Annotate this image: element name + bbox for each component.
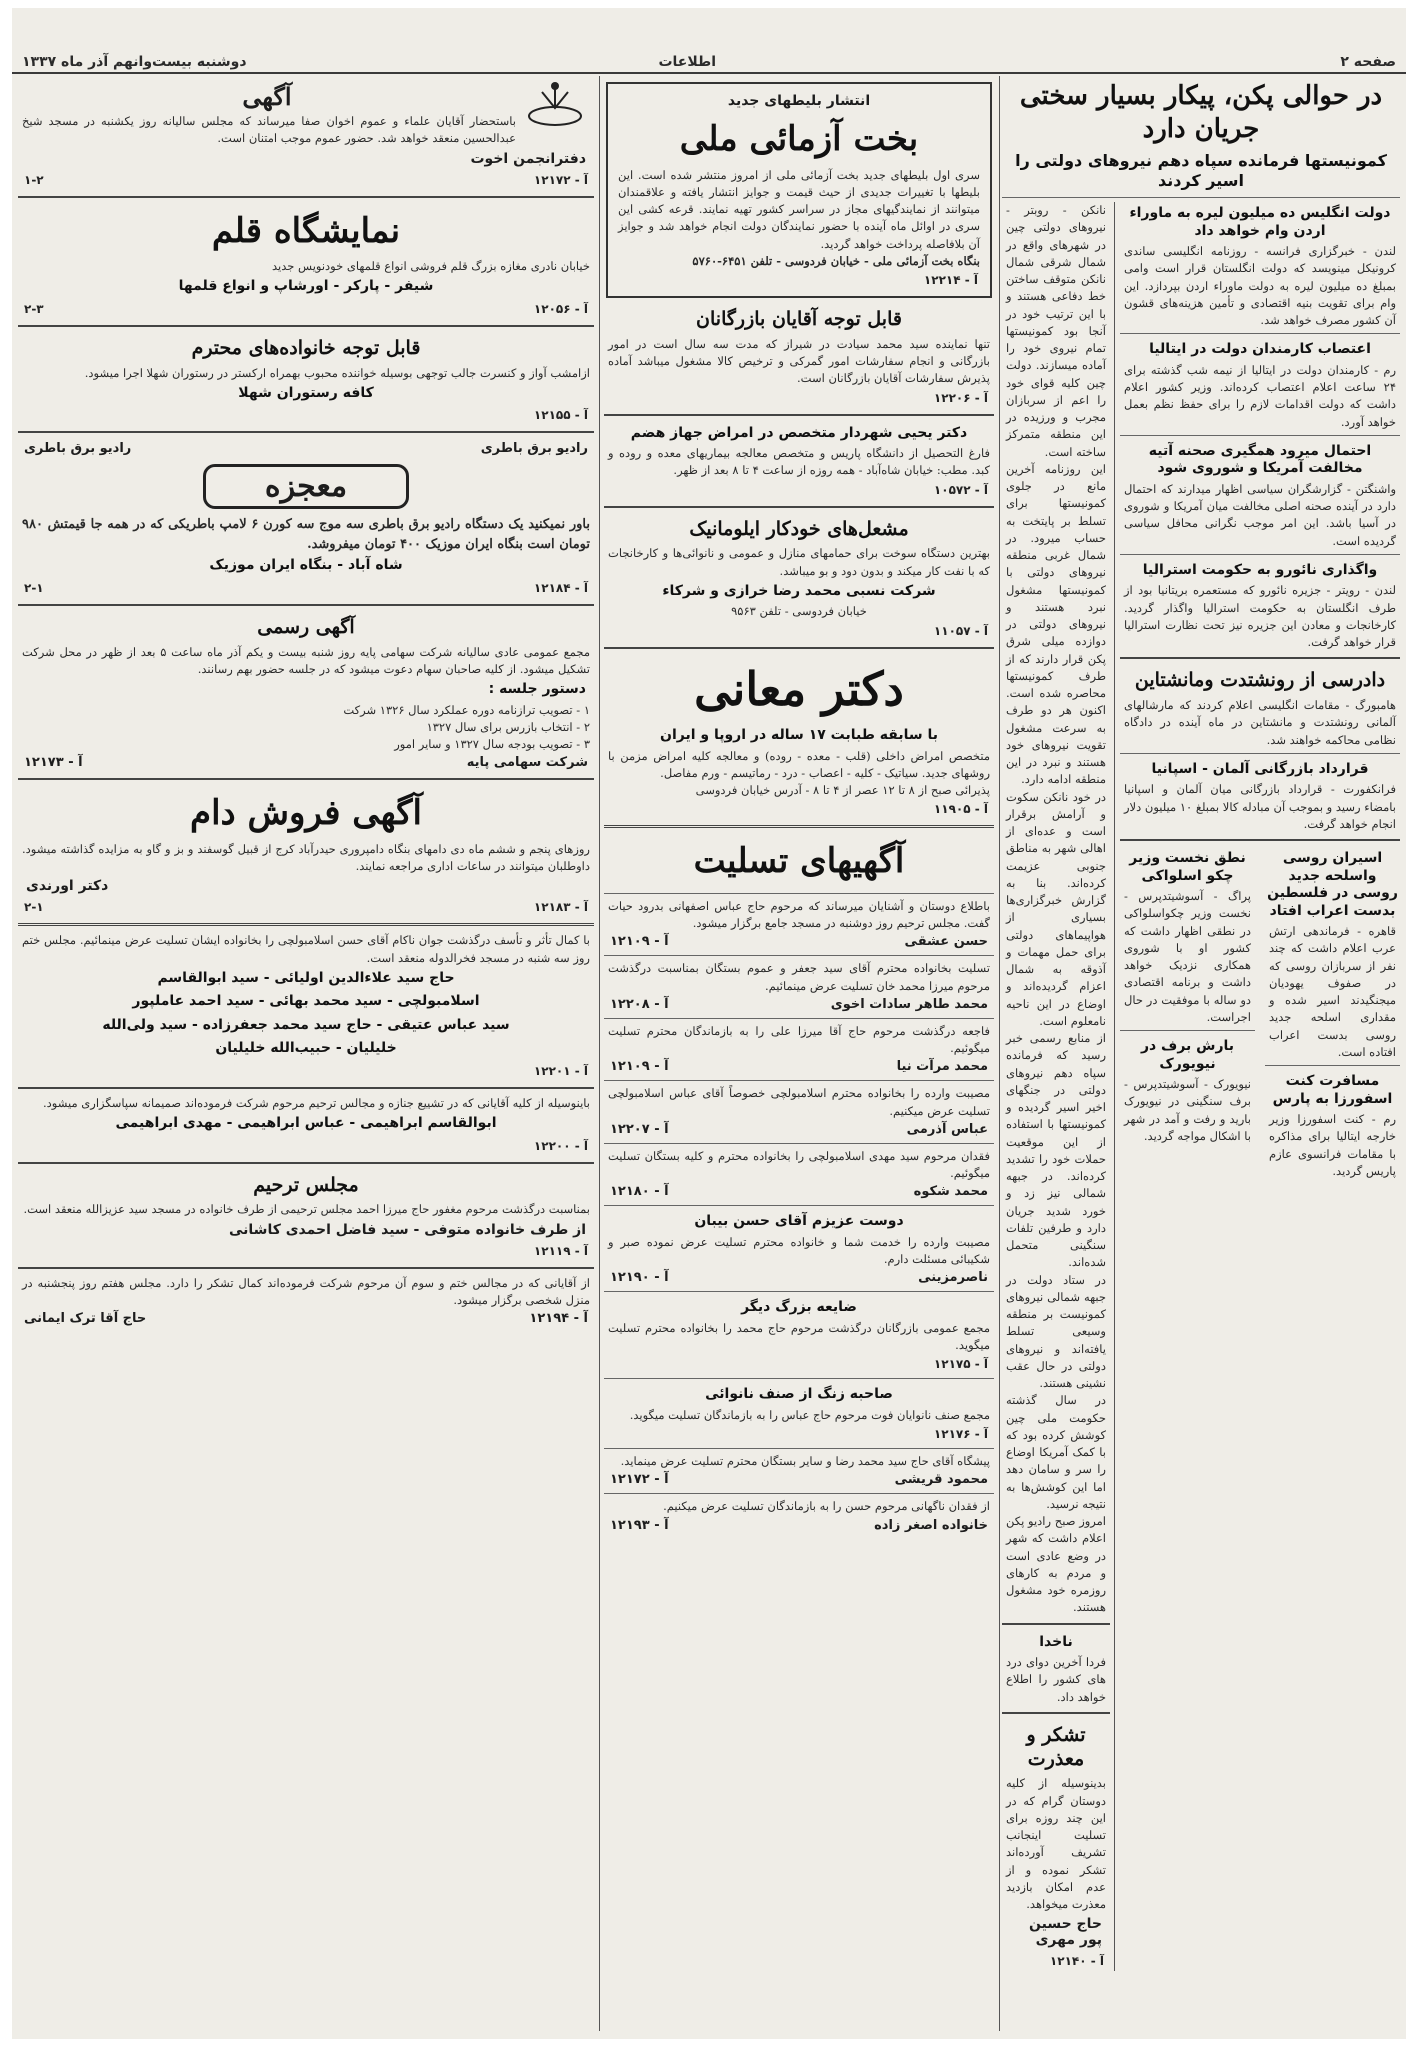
tarhim-text: بمناسبت درگذشت مرحوم مغفور حاج میرزا احمد مجلس ترحیمی از طرف خانواده در مسجد سید عزیزالله منعقد است. (23, 1202, 590, 1217)
news-headline: واگذاری نائورو به حکومت استرالیا (1142, 561, 1378, 578)
ad-text: روزهای پنجم و ششم ماه دی دامهای بنگاه دامپروری حیدرآباد کرج از قبیل گوسفند و بز و گاو به مزایده گذاشته میشود. داوطلبان میتوانند در ساعات اداری مراجعه نمایند. (22, 841, 590, 873)
emblem-icon (520, 78, 590, 132)
column-rule (999, 76, 1000, 2031)
divider (18, 923, 594, 926)
ad-code: آ - ۱۲۱۵۵ (533, 408, 588, 423)
ad-code-row (18, 170, 594, 190)
news-body (1002, 202, 1400, 2031)
ad-code: آ - ۱۲۱۴۰ (1049, 1954, 1104, 1969)
pen-brands: شیفر - پارکر - اورشاپ و انواع قلمها (178, 278, 434, 295)
divider (604, 1080, 994, 1081)
ad-code: آ - ۱۲۱۸۳ (533, 900, 588, 915)
thanks-names: ابوالقاسم ابراهیمی - عباس ابراهیمی - مهدی ابراهیمی (115, 1115, 497, 1131)
news-subcolumn (1120, 847, 1255, 1180)
divider (1120, 657, 1400, 659)
divider (1120, 333, 1400, 334)
divider (604, 1378, 994, 1379)
ad-code-row (18, 299, 594, 319)
closing-text: از آقایانی که در مجالس ختم و سوم آن مرحوم شرکت فرموده‌اند کمال تشکر را دارد. مجلس هفتم روز پنجشنبه در منزل شخصی برگزار میشود. (22, 1275, 590, 1307)
lead-text: این روزنامه آخرین مانع در جلوی کمونیستها برای تسلط بر پایتخت به حساب میرود. در شمال غربی منطقه نیروهای دولتی با کمونیستها مشغول نبرد هستند و نیروهای دولتی در دوازده میلی شرق پکن قرار دارند که از طرف کمونیستها محاصره شده است. اکنون هر دو طرف به سرعت مشغول تقویت نیروهای خود هستند و نبرد در این منطقه ادامه دارد. (1006, 461, 1106, 787)
ad-code: آ - ۱۲۲۰۱ (533, 1063, 588, 1078)
ads-column-middle (604, 76, 994, 2031)
divider (604, 647, 994, 649)
condolence-text: مصیبت وارده را بخانواده محترم اسلامبولچی خصوصاً آقای عباس اسلامبولچی تسلیت عرض میکنیم. (608, 1086, 990, 1118)
divider (1120, 1030, 1255, 1031)
agenda-item: ۱ - تصویب ترازنامه دوره عملکرد سال ۱۳۲۶ شرکت (343, 702, 590, 717)
agenda-heading: دستور جلسه : (488, 681, 586, 697)
thanks-text: بدینوسیله از کلیه دوستان گرام که در این چند روزه برای تسلیت اینجانب تشریف آورده‌اند تشکر نموده و از عدم امکان بازدید معذرت میخواهد. (1006, 1776, 1106, 1911)
thanks-text: باینوسیله از کلیه آقایانی که در تشییع جنازه و مجالس ترحیم مرحوم شرکت فرموده‌اند صمیمانه سپاسگزاری میشود. (43, 1095, 590, 1110)
news-headline: بارش برف در نیویورک (1140, 1038, 1235, 1072)
condolence-text: تسلیت بخانواده محترم آقای سید جعفر و عموم بستگان بمناسبت درگذشت مرحوم میرزا محمد خان تسلیت عرض مینمائیم. (608, 961, 990, 993)
miracle-banner: معجزه (203, 464, 409, 509)
divider (1002, 1712, 1110, 1714)
divider (1120, 839, 1400, 841)
ad-code-row (18, 578, 594, 598)
divider (18, 431, 594, 433)
official-notice-text: مجمع عمومی عادی سالیانه شرکت سهامی پایه روز شنبه بیست و یکم آذر ماه ساعت ۵ بعد از ظهر در محل شرکت تشکیل میشود. از کلیه صاحبان سهام دعوت میشود که در جلسه حضور بهم رسانند. (22, 644, 591, 676)
masthead (12, 8, 1406, 74)
side-headline: ناخدا (1039, 1633, 1073, 1650)
ad-text: ازامشب آواز و کنسرت جالب توجهی بوسیله خواننده محبوب بهمراه ارکستر در رستوران شهلا اجرا میشود. (84, 365, 590, 380)
news-headline: اعتصاب کارمندان دولت در ایتالیا (1149, 341, 1371, 358)
condolence-signature: محمد طاهر سادات اخوی (830, 996, 988, 1012)
news-headline: اسیران روسی واسلحه جدید روسی در فلسطین بدست اعراب افتاد (1267, 850, 1398, 919)
notice-text: باستحضار آقایان علماء و عموم اخوان صفا میرساند که مجلس سالیانه روز یکشنبه در مسجد شیخ عبدالحسین منعقد خواهد شد. حضور عموم موجب امتنان است. (22, 114, 516, 146)
condolence-section-title: آگهیهای تسلیت (693, 841, 905, 882)
ad-serial: ۲-۱ (24, 580, 44, 595)
news-text: نیویورک - آسوشیتدپرس - برف سنگینی در نیویورک بارید و رفت و آمد در شهر با اشکال مواجه گردید. (1124, 1077, 1251, 1143)
divider (604, 893, 994, 894)
divider (604, 1493, 994, 1494)
ad-headline: دکتر یحیی شهردار متخصص در امراض جهاز هضم (630, 424, 968, 441)
memorial-text: با کمال تأثر و تأسف درگذشت جوان ناکام آقای حسن اسلامبولچی را بخانواده ایشان تسلیت عرض مینمائیم. مجلس ختم روز سه شنبه در مسجد فخرالدوله منعقد است. (22, 933, 590, 965)
tarhim-title: مجلس ترحیم (253, 1173, 359, 1196)
doctor-ad-subtitle: با سابقه طبابت ۱۷ ساله در اروپا و ایران (660, 727, 938, 743)
news-main (1120, 202, 1400, 1180)
divider (18, 196, 594, 198)
lead-text: نانکن - روبتر - نیروهای دولتی چین در شهرهای واقع در شمال شرقی شمال نانکن متوقف ساختن خط دفاعی هستند و با این ترتیب خود در آنجا بود کمونیستها تمام نیروی خود را آماده میسازند. دولت چین کلیه قوای خود را اعم از سربازان مجرب و ورزیده در این منطقه متمرکز ساخته است. (1006, 203, 1106, 459)
divider (18, 1162, 594, 1164)
side-text: فردا آخرین دوای درد های کشور را اطلاع خواهد داد. (1006, 1655, 1106, 1704)
lead-text: در سال گذشته حکومت ملی چین کوشش کرده بود که با کمک آمریکا اوضاع را سر و سامان دهد اما این کوشش‌ها به نتیجه نرسید. (1006, 1393, 1106, 1511)
company-address: خیابان فردوسی - تلفن ۹۵۶۳ (731, 604, 867, 619)
ad-serial: ۲-۳ (24, 301, 44, 316)
divider (1265, 1065, 1400, 1066)
condolence-footer (604, 1470, 994, 1489)
notice-ad (18, 76, 594, 190)
news-text: قاهره - فرماندهی ارتش عرب اعلام داشت که چند نفر از سربازان روسی که در صفوف یهودیان میجنگیدند اسیر شده و مقداری اسلحه جدید روسی بدست اعراب افتاده است. (1269, 924, 1396, 1059)
radio-label: رادیو برق باطری (480, 441, 588, 457)
condolence-signature: خانواده اصغر زاده (874, 1517, 988, 1533)
divider (604, 1018, 994, 1019)
ad-code: آ - ۱۲۲۰۶ (933, 390, 988, 405)
ad-code: آ - ۱۲۱۷۳ (24, 755, 83, 771)
condolence-text: باطلاع دوستان و آشنایان میرساند که مرحوم حاج عباس اصفهانی بدرود حیات گفت. مجلس ترحیم روز دوشنبه در مسجد جامع برگزار میشود. (608, 898, 990, 930)
ad-code: آ - ۱۲۱۷۲ (533, 172, 588, 187)
condolence-footer (604, 1057, 994, 1076)
ad-code: آ - ۱۲۱۹۳ (610, 1517, 669, 1533)
ad-code: آ - ۱۲۱۹۰ (610, 1270, 669, 1286)
ad-code: آ - ۱۲۱۰۹ (610, 1059, 669, 1075)
ad-serial: ۱-۲ (24, 172, 44, 187)
notice-signature: دفترانجمن اخوت (470, 150, 586, 167)
livestock-sale-signature: دکتر اورندی (26, 878, 109, 895)
lottery-header: انتشار بلیطهای جدید (727, 93, 871, 109)
ad-text: فارغ التحصیل از دانشگاه پاریس و متخصص معالجه بیماریهای معده و روده و کبد. مطب: خیابان شاه‌آباد - همه روزه از ساعت ۴ تا ۸ بعد از ظهر. (608, 446, 990, 478)
memorial-names: حاج سید علاءالدین اولیائی - سید ابوالقاسم (157, 969, 455, 986)
lottery-title: بخت آزمائی ملی (679, 119, 919, 159)
condolence-text: مجمع صنف نانوایان فوت مرحوم حاج عباس را به بازماندگان تسلیت میگوید. (629, 1407, 990, 1422)
condolence-signature: ناصرمزینی (918, 1270, 988, 1286)
condolence-text: فقدان مرحوم سید مهدی اسلامبولچی را بخانواده محترم و کلیه بستگان تسلیت میگوئیم. (608, 1148, 990, 1180)
ad-text: متخصص امراض داخلی (قلب - معده - روده) و معالجه کلیه امراض مزمن با روشهای جدید. سیاتیک - کلیه - اعصاب - درد - رماتیسم - ورم مفاصل. (608, 748, 990, 780)
condolence-text: مصیبت وارده را خدمت شما و خانواده محترم تسلیت عرض نموده صبر و شکیبائی مسئلت دارم. (608, 1234, 990, 1266)
official-notice-footer (18, 753, 594, 772)
news-headline: قرارداد بازرگانی آلمان - اسپانیا (1151, 760, 1369, 777)
ad-code: آ - ۱۲۱۸۴ (533, 580, 588, 595)
news-text: هامبورگ - مقامات انگلیسی اعلام کردند که مارشالهای آلمانی رونشتدت و مانشتاین در ماه آینده در دادگاه نظامی محاکمه خواهند شد. (1124, 698, 1396, 747)
lead-headline: در حوالی پکن، پیکار بسیار سختی جریان دارد (1019, 81, 1383, 144)
condolence-footer (604, 932, 994, 951)
divider (1120, 554, 1400, 555)
divider (18, 1087, 594, 1089)
ad-code: آ - ۱۲۱۷۲ (610, 1472, 669, 1488)
divider (18, 1267, 594, 1269)
lead-text: از منابع رسمی خبر رسید که فرمانده سپاه دهم نیروهای دولتی در جنگهای اخیر اسیر گردیده و کمونیستها با استفاده از این موقعیت حملات خود را تشدید کرده‌اند. در جبهه شمالی نیز زد و خورد شدید جریان دارد و طرفین تلفات سنگینی متحمل شده‌اند. (1006, 1031, 1106, 1270)
divider (604, 955, 994, 956)
ad-headline: قابل توجه خانواده‌های محترم (191, 336, 421, 359)
condolence-signature: محمود قریشی (894, 1472, 988, 1488)
news-side (1002, 202, 1115, 1971)
tarhim-signature: از طرف خانواده متوفی - سید فاضل احمدی کاشانی (229, 1221, 586, 1238)
news-text: لندن - خبرگزاری فرانسه - روزنامه انگلیسی ساندی کرونیکل مینویسد که دولت انگلستان قرار است وامی بمبلغ ده میلیون لیره به دولت ماوراء اردن بپردازد. این وام برای تقویت بنیه اقتصادی و تأمین هزینه‌های قشون آن کشور مصرف خواهد شد. (1124, 244, 1396, 327)
condolence-text: فاجعه درگذشت مرحوم حاج آقا میرزا علی را به بازماندگان محترم تسلیت میگوئیم. (608, 1023, 990, 1055)
lottery-text: سری اول بلیطهای جدید بخت آزمائی ملی از امروز منتشر شده است. این بلیطها با تغییرات جدیدی از حیث قیمت و جوایز انتشار یافته و علاقمندان میتوانند از نمایندگیهای مجاز در سراسر کشور تهیه نمایند. قرعه کشی این سری در اوائل ماه آینده با حضور نمایندگان دولت انجام خواهد شد و جوایز آن بلافاصله پرداخت خواهد گردید. (618, 167, 980, 251)
lead-text: در خود نانکن سکوت و آرامش برقرار است و عده‌ای از اهالی شهر به مناطق جنوبی عزیمت کرده‌اند. بنا به گزارش خبرگزاری‌ها بسیاری از هواپیماهای دولتی برای حمل مهمات و آذوقه به شمال اعزام گردیده‌اند و اوضاع در این ناحیه نامعلوم است. (1006, 789, 1106, 1028)
official-notice-title: آگهی رسمی (257, 615, 355, 638)
ad-text: خیابان نادری مغازه بزرگ قلم فروشی انواع قلمهای خودنویس جدید (272, 259, 590, 273)
ad-code: آ - ۱۲۲۰۸ (610, 996, 669, 1012)
radio-label: رادیو برق باطری (24, 441, 132, 457)
ad-serial: ۲-۱ (24, 900, 44, 915)
news-headline: دولت انگلیس ده میلیون لیره به ماوراء اردن وام خواهد داد (1129, 205, 1391, 239)
news-text: رم - کارمندان دولت در ایتالیا از نیمه شب گذشته برای ۲۴ ساعت اعلام اعتصاب کرده‌اند. وزیر کشور اعلام داشت که دولت اقدامات لازم را برای حفظ نظم بعمل خواهد آورد. (1124, 362, 1396, 429)
condolence-footer (604, 1516, 994, 1535)
news-subcolumns (1120, 847, 1400, 1180)
news-text: واشنگتن - گزارشگران سیاسی اظهار میدارند که احتمال دارد در آینده صحنه اصلی مخالفت میان آمریکا و شوروی در آسیا باشد. این امر موجب نگرانی محافل سیاسی گردیده است. (1124, 481, 1396, 548)
condolence-text: مجمع عمومی بازرگانان درگذشت مرحوم حاج محمد را بخانواده محترم تسلیت میگوید. (608, 1320, 990, 1352)
news-headline: احتمال میرود همگیری صحنه آتیه مخالفت آمریکا و شوروی شود (1148, 442, 1372, 477)
divider (18, 604, 594, 606)
ad-code-row (18, 897, 594, 917)
ad-code: آ - ۱۲۱۷۶ (933, 1427, 988, 1441)
news-text: پراگ - آسوشیتدپرس - نخست وزیر چکواسلواکی در نطقی اظهار داشت که کشور او با شوروی همکاری نزدیک خواهد داشت و برنامه اقتصادی دو ساله با موفقیت در حال اجراست. (1124, 889, 1251, 1024)
ad-headline: قابل توجه آقایان بازرگانان (696, 308, 902, 330)
divider (18, 325, 594, 327)
ad-code: آ - ۱۲۱۹۴ (529, 1311, 588, 1326)
condolence-signature: محمد شکوه (913, 1184, 988, 1200)
divider (604, 1143, 994, 1144)
divider (1120, 753, 1400, 754)
memorial-names: سید عباس عتیقی - حاج سید محمد جعفرزاده - سید ولی‌الله (102, 1016, 510, 1033)
divider (18, 778, 594, 780)
ad-code: آ - ۱۱۹۰۵ (933, 802, 988, 817)
ad-code: آ - ۱۲۰۵۶ (533, 301, 588, 316)
memorial-names: خلیلیان - حبیب‌الله خلیلیان (215, 1040, 397, 1057)
news-headline: نطق نخست وزیر چکو اسلواکی (1129, 850, 1246, 884)
condolence-text: پیشگاه آقای حاج سید محمد رضا و سایر بستگان محترم تسلیت عرض مینماید. (620, 1454, 990, 1468)
date-line: دوشنبه بیست‌وانهم آذر ماه ۱۳۳۷ (22, 54, 247, 70)
divider (604, 1291, 994, 1292)
lead-text: امروز صبح رادیو پکن اعلام داشت که شهر در وضع عادی است و مردم به کارهای روزمره خود مشغول هستند. (1006, 1514, 1106, 1615)
ad-headline: مشعل‌های خودکار ایلومانیک (689, 517, 909, 540)
venue-name: کافه رستوران شهلا (238, 384, 374, 401)
ad-code: آ - ۱۲۱۷۵ (933, 1357, 988, 1372)
news-text: فرانکفورت - قرارداد بازرگانی میان آلمان و اسپانیا بامضاء رسید و بموجب آن مبادله کالا بمبلغ ۱۰ میلیون دلار انجام خواهد گرفت. (1124, 782, 1396, 831)
radio-ad-header (18, 439, 594, 458)
thanks-headline: تشکر و معذرت (1026, 1723, 1086, 1770)
condolence-signature: محمد مرآت نیا (896, 1059, 988, 1075)
ad-code: آ - ۱۲۲۱۴ (923, 273, 978, 287)
company-name: شرکت نسبی محمد رضا خرازی و شرکاء (662, 582, 936, 599)
column-rule (599, 76, 600, 2031)
radio-ad-address: شاه آباد - بنگاه ایران موزیک (209, 557, 403, 574)
news-headline: دادرسی از رونشتدت ومانشتاین (1134, 669, 1386, 692)
ad-code: آ - ۱۲۲۰۷ (610, 1121, 669, 1137)
condolence-headline: ضایعه بزرگ دیگر (741, 1299, 857, 1316)
closing-footer (18, 1309, 594, 1328)
ad-text: تنها نماینده سید محمد سیادت در شیراز که مدت سه سال است در امور بازرگانی و انجام سفارشات امور گمرکی و ترخیص کالا مشغول میباشد آماده پذیرش سفارشات آقایان بازرگانان است. (608, 336, 990, 386)
condolence-footer (604, 1268, 994, 1287)
radio-ad-text: باور نمیکنید یک دستگاه رادیو برق باطری سه موج سه کورن ۶ لامپ باطریکی که در همه جا قیمتش ۹۸۰ تومان است بنگاه ایران موزیک ۴۰۰ تومان میفروشد. (22, 517, 590, 552)
news-headline: مسافرت کنت اسفورزا به پارس (1272, 1073, 1393, 1107)
notice-title: آگهی (242, 82, 292, 111)
pen-ad-title: نمایشگاه قلم (211, 210, 401, 251)
lottery-address: بنگاه بخت آزمائی ملی - خیابان فردوسی - تلفن ۶۴۵۱-۵۷۶۰ (692, 253, 980, 268)
agenda-item: ۲ - انتخاب بازرس برای سال ۱۳۲۷ (426, 719, 590, 734)
divider (604, 414, 994, 416)
divider (604, 1448, 994, 1449)
ad-text: بهترین دستگاه سوخت برای حمامهای منازل و عمومی و نانوائی‌ها و کارخانجات که با نفت کار میکند و بدون دود و بو میباشد. (608, 546, 990, 578)
condolence-headline: دوست عزیزم آقای حسن بیبان (694, 1213, 904, 1230)
ad-code: آ - ۱۲۲۰۰ (533, 1138, 588, 1153)
page-number: صفحه ۲ (1340, 54, 1396, 70)
condolence-footer (604, 1120, 994, 1139)
ads-column-left (18, 76, 594, 2031)
condolence-signature: حسن عشقی (904, 934, 988, 950)
livestock-sale-title: آگهی فروش دام (190, 793, 422, 834)
ad-code: آ - ۱۲۱۱۹ (533, 1243, 588, 1258)
divider (604, 1205, 994, 1206)
condolence-footer (604, 995, 994, 1014)
ad-text: پذیرائی صبح از ۸ تا ۱۲ عصر از ۴ تا ۸ - آدرس خیابان فردوسی (695, 783, 990, 797)
newspaper-page (12, 8, 1406, 2039)
doctor-ad-title: دکتر معانی (694, 661, 904, 716)
memorial-names: اسلامبولچی - سید محمد بهائی - سید احمد عاملپور (132, 993, 480, 1010)
agenda-item: ۳ - تصویب بودجه سال ۱۳۲۷ و سایر امور (394, 737, 590, 751)
newspaper-name: اطلاعات (658, 54, 716, 70)
divider (1120, 435, 1400, 436)
ad-code: آ - ۱۰۵۷۲ (933, 482, 988, 497)
condolence-headline: صاحبه زنگ از صنف نانوائی (705, 1386, 893, 1403)
news-text: رم - کنت اسفورزا وزیر خارجه ایتالیا برای مذاکره با مقامات فرانسوی عازم پاریس گردید. (1269, 1112, 1396, 1178)
news-column (1002, 76, 1400, 2031)
ad-code: آ - ۱۲۱۰۹ (610, 934, 669, 950)
ad-code: آ - ۱۲۱۸۰ (610, 1184, 669, 1200)
lottery-ad (606, 82, 992, 298)
divider (1002, 197, 1400, 198)
lead-subheadline: کمونیستها فرمانده سپاه دهم نیروهای دولتی را اسیر کردند (1015, 151, 1387, 190)
divider (604, 825, 994, 828)
thanks-signature: حاج حسین پور مهری (1029, 1916, 1102, 1949)
closing-signature: حاج آقا ترک ایمانی (24, 1311, 147, 1326)
news-subcolumn (1265, 847, 1400, 1180)
condolence-text: از فقدان ناگهانی مرحوم حسن را به بازماندگان تسلیت عرض میکنیم. (663, 1499, 990, 1514)
official-notice-signature: شرکت سهامی پایه (466, 755, 588, 771)
news-text: لندن - رویتر - جزیره نائورو که مستعمره بریتانیا بود از طرف انگلستان به حکومت استرالیا واگذار گردید. کارخانجات و معادن این جزیره نیز تحت نظارت استرالیا قرار خواهد گرفت. (1124, 583, 1396, 649)
condolence-signature: عباس آذرمی (906, 1121, 988, 1137)
condolence-footer (604, 1182, 994, 1201)
divider (1002, 1623, 1110, 1625)
lead-text: در ستاد دولت در جبهه شمالی نیروهای کمونیست بر منطقه وسیعی تسلط یافته‌اند و نیروهای دولتی در حال عقب نشینی هستند. (1006, 1272, 1106, 1390)
divider (604, 506, 994, 508)
ad-code: آ - ۱۱۰۵۷ (933, 623, 988, 638)
